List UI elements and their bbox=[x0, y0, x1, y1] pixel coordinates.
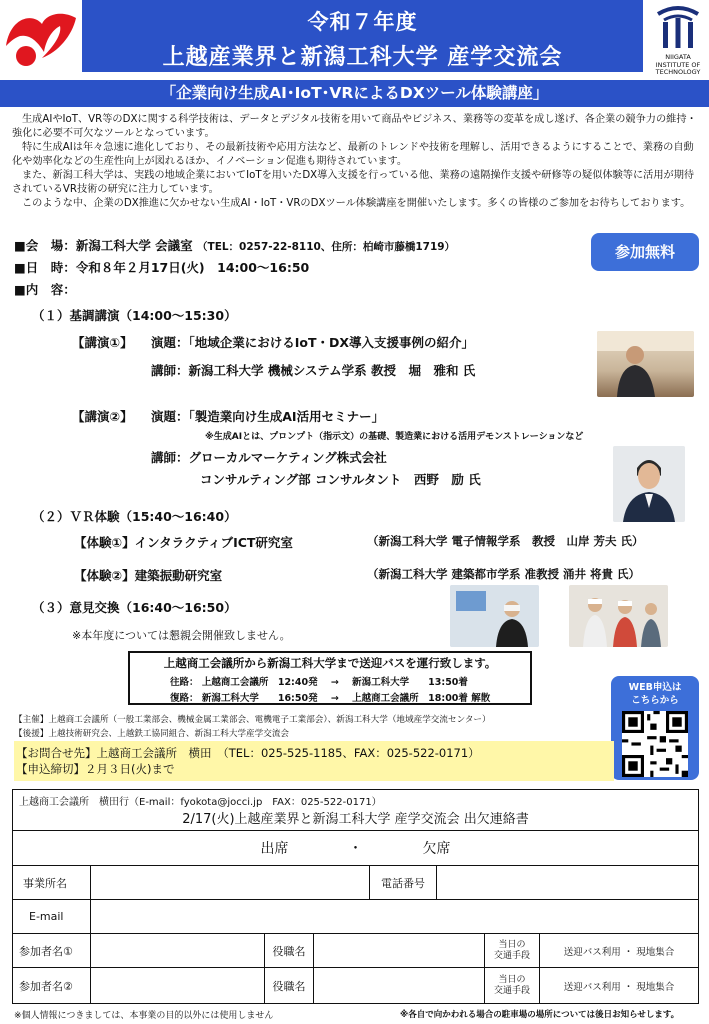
university-logo-text-1: NIIGATA bbox=[665, 53, 691, 61]
section-discussion: （３）意見交換（16:40～16:50） bbox=[32, 600, 237, 615]
bus-return-arrow: → bbox=[330, 693, 339, 704]
bus-return bbox=[170, 690, 490, 704]
experience-1: 【体験①】インタラクティブICT研究室 bbox=[74, 535, 293, 550]
participant-1-role-field[interactable] bbox=[313, 933, 485, 968]
experience-2: 【体験②】建築振動研究室 bbox=[74, 568, 223, 583]
content-label: ■内 容： bbox=[14, 282, 76, 297]
bus-return-from: 新潟工科大学 16:50発 bbox=[201, 693, 318, 704]
bus-outbound-to: 新潟工科大学 13:50着 bbox=[352, 677, 468, 688]
organizers-main: 【主催】上越商工会議所（一般工業部会、機械金属工業部会、電機電子工業部会）、新潟工科大学（地域産学交流センター） bbox=[14, 715, 491, 725]
vr-photo-1 bbox=[450, 585, 539, 647]
bus-outbound-label: 往路： bbox=[170, 677, 199, 688]
qr-code-icon[interactable] bbox=[622, 711, 688, 777]
intro-paragraph-3: また、新潟工科大学は、実践の地域企業においてIoTを用いたDX導入支援を行っている他、業務の遠隔操作支援や研修等の疑似体験等に活用が期待されているVR技術の研究に注力しています。 bbox=[12, 170, 695, 195]
transport-label-2b: 交通手段 bbox=[493, 985, 530, 996]
lecture-2-title: 演題：「製造業向け生成AI活用セミナー」 bbox=[151, 409, 385, 424]
parking-note: ※各自で向かわれる場合の駐車場の場所については後日お知らせします。 bbox=[400, 1010, 680, 1020]
transport-label-2a: 当日の bbox=[498, 974, 526, 985]
university-logo bbox=[648, 4, 708, 76]
participant-2-role-label: 役職名 bbox=[264, 967, 314, 1004]
phone-label: 電話番号 bbox=[369, 865, 437, 900]
header-year: 令和７年度 bbox=[307, 10, 418, 34]
date-line bbox=[14, 258, 309, 276]
venue-name: 新潟工科大学 会議室 bbox=[75, 238, 193, 253]
transport-label-1a: 当日の bbox=[498, 939, 526, 950]
free-participation-badge: 参加無料 bbox=[591, 233, 699, 271]
organizers-support: 【後援】上越技術研究会、上越鉄工協同組合、新潟工科大学産学交流会 bbox=[14, 729, 290, 739]
company-label: 事業所名 bbox=[12, 865, 91, 900]
speaker-1-photo bbox=[597, 331, 694, 397]
participant-2-label: 参加者名② bbox=[12, 967, 91, 1004]
participant-2-transport-options[interactable]: 送迎バス利用 ・ 現地集合 bbox=[539, 967, 699, 1004]
attend-option[interactable]: 出席 bbox=[260, 841, 289, 857]
intro-paragraph-1: 生成AIやIoT、VR等のDXに関する科学技術は、データとデジタル技術を用いて商品やビジネス、業務等の変革を成し遂げ、各企業の競争力の維持・強化に必要不可欠なツールとなっています。 bbox=[12, 114, 697, 139]
lecture-1-title: 演題：「地域企業におけるIoT・DX導入支援事例の紹介」 bbox=[151, 335, 475, 350]
date-label: ■日 時： bbox=[14, 260, 76, 275]
venue-label: ■会 場： bbox=[14, 238, 76, 253]
company-field[interactable] bbox=[90, 865, 370, 900]
email-field[interactable] bbox=[90, 899, 699, 934]
lecture-2-speaker-org: 講師：グローカルマーケティング株式会社 bbox=[151, 450, 387, 465]
participant-1-transport-label bbox=[484, 933, 540, 968]
privacy-note: ※個人情報につきましては、本事業の目的以外には使用しません bbox=[14, 1011, 274, 1021]
experience-1-lecturer: （新潟工科大学 電子情報学系 教授 山岸 芳夫 氏） bbox=[367, 534, 644, 548]
venue-line bbox=[14, 236, 455, 254]
participant-2-transport-label bbox=[484, 967, 540, 1004]
qr-caption-2: こちらから bbox=[631, 695, 679, 706]
section-keynote: （１）基調講演（14:00～15:30） bbox=[32, 308, 237, 323]
experience-2-lecturer: （新潟工科大学 建築都市学系 准教授 涌井 将貴 氏） bbox=[367, 567, 641, 581]
participant-1-transport-options[interactable]: 送迎バス利用 ・ 現地集合 bbox=[539, 933, 699, 968]
qr-caption-1: WEB申込は bbox=[628, 682, 682, 693]
bus-outbound-arrow: → bbox=[330, 677, 339, 688]
lecture-2-note: ※生成AIとは、プロンプト（指示文）の基礎、製造業における活用デモンストレーションなど bbox=[205, 432, 584, 442]
participant-2-field[interactable] bbox=[90, 967, 265, 1004]
attendance-form bbox=[12, 789, 699, 1004]
lecture-1-speaker: 講師：新潟工科大学 機械システム学系 教授 堀 雅和 氏 bbox=[151, 363, 476, 378]
contact-line: 【お問合せ先】上越商工会議所 横田 （TEL：025-525-1185、FAX：025-522-0171） bbox=[16, 746, 480, 760]
university-emblem-icon bbox=[654, 4, 702, 50]
course-subtitle: 「企業向け生成AI･IoT･VRによるDXツール体験講座」 bbox=[0, 80, 709, 107]
bus-outbound-from: 上越商工会議所 12:40発 bbox=[201, 677, 318, 688]
bus-info-box bbox=[128, 651, 532, 705]
attendance-choice[interactable] bbox=[12, 830, 699, 866]
intro-paragraph-2: 特に生成AIは年々急速に進化しており、その最新技術や応用方法など、最新のトレンドや技術を理解し、活用できるようにすることで、業務の自動化や効率化などの生産性向上が図れるほか、イノベーション促進も期待されています。 bbox=[12, 142, 694, 167]
participant-1-field[interactable] bbox=[90, 933, 265, 968]
vr-photo-2 bbox=[569, 585, 668, 647]
attend-separator: ・ bbox=[348, 841, 363, 857]
chamber-logo bbox=[2, 6, 82, 78]
discussion-note: ※本年度については懇親会開催致しません。 bbox=[72, 629, 291, 642]
bus-return-to: 上越商工会議所 18:00着 解散 bbox=[352, 693, 491, 704]
intro-paragraph-4: このような中、企業のDX推進に欠かせない生成AI・IoT・VRのDXツール体験講座を開催いたします。多くの皆様のご参加をお待ちしております。 bbox=[22, 198, 691, 209]
header-title: 上越産業界と新潟工科大学 産学交流会 bbox=[162, 45, 563, 70]
section-vr: （２）ＶＲ体験（15:40～16:40） bbox=[32, 509, 237, 524]
speaker-2-photo bbox=[613, 446, 685, 522]
bus-return-label: 復路： bbox=[170, 693, 199, 704]
university-logo-text-3: TECHNOLOGY bbox=[655, 68, 701, 76]
lecture-2-speaker-name: コンサルティング部 コンサルタント 西野 励 氏 bbox=[200, 472, 481, 487]
web-application-qr[interactable] bbox=[611, 676, 699, 780]
contact-info bbox=[14, 741, 614, 781]
email-label: E-mail bbox=[12, 899, 91, 934]
university-logo-text-2: INSTITUTE OF bbox=[655, 60, 701, 69]
header-title-band bbox=[82, 0, 643, 72]
bus-outbound bbox=[170, 674, 468, 688]
deadline-line: 【申込締切】２月３日(火)まで bbox=[16, 762, 175, 776]
transport-label-1b: 交通手段 bbox=[493, 950, 530, 961]
participant-2-role-field[interactable] bbox=[313, 967, 485, 1004]
form-recipient: 上越商工会議所 横田行（E-mail：fyokota@jocci.jp FAX：025-522-0171） bbox=[19, 797, 382, 808]
date-value: 令和８年２月17日(火) 14:00～16:50 bbox=[75, 260, 310, 275]
participant-1-label: 参加者名① bbox=[12, 933, 91, 968]
bus-title: 上越商工会議所から新潟工科大学まで送迎バスを運行致します。 bbox=[163, 656, 497, 670]
phone-field[interactable] bbox=[436, 865, 699, 900]
lecture-1-tag: 【講演①】 bbox=[72, 335, 133, 350]
form-title: 2/17(火)上越産業界と新潟工科大学 産学交流会 出欠連絡書 bbox=[182, 812, 529, 827]
intro-text bbox=[12, 113, 700, 211]
venue-detail: （TEL：0257-22-8110、住所：柏崎市藤橋1719） bbox=[197, 241, 456, 253]
participant-1-role-label: 役職名 bbox=[264, 933, 314, 968]
lecture-2-tag: 【講演②】 bbox=[72, 409, 133, 424]
absent-option[interactable]: 欠席 bbox=[422, 841, 451, 857]
